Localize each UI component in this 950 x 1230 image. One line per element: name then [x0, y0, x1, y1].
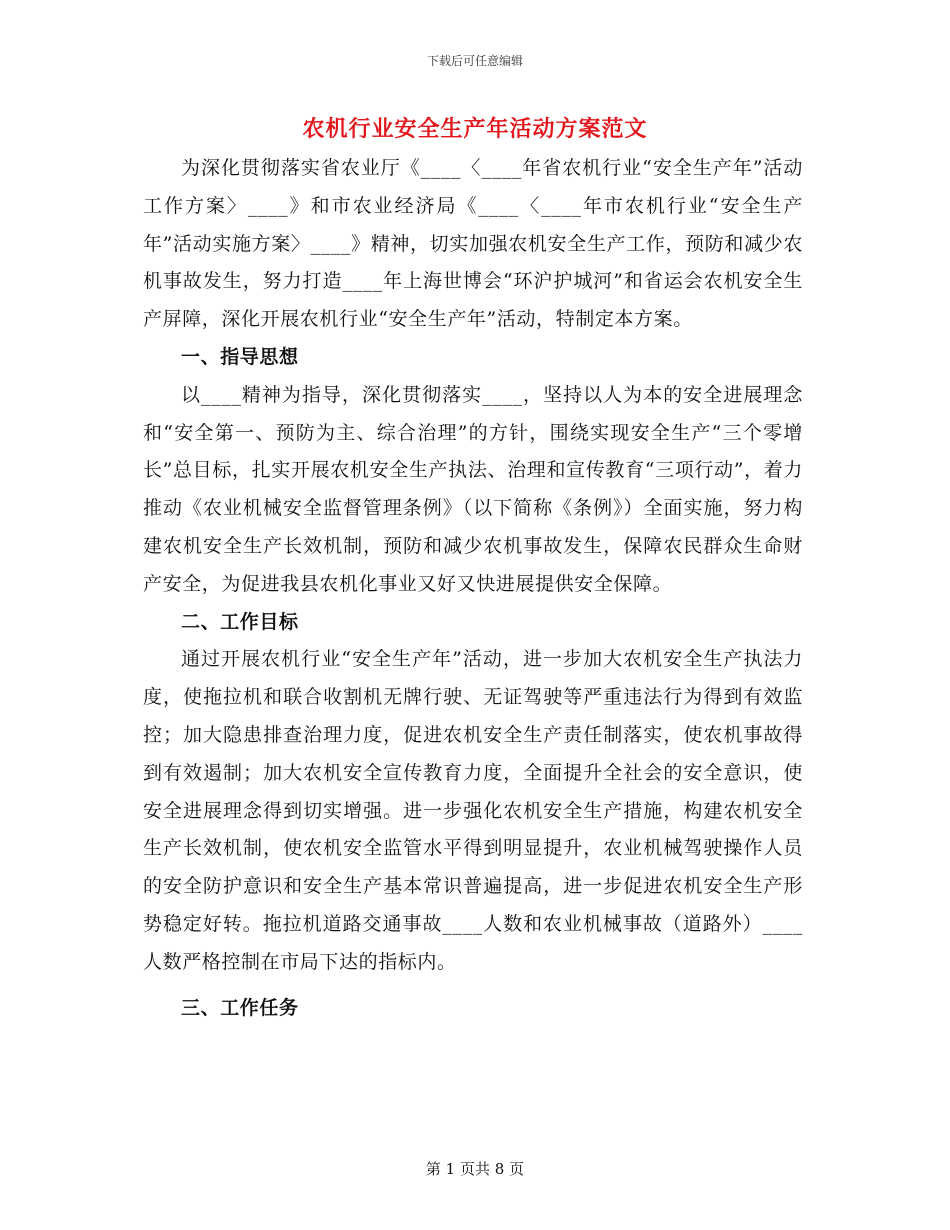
document-title: 农机行业安全生产年活动方案范文 — [302, 116, 648, 142]
document-body — [143, 150, 803, 1027]
section-heading-work-tasks: 三、工作任务 — [181, 996, 299, 1019]
section-heading-work-goals: 二、工作目标 — [181, 610, 299, 633]
section-heading-guiding-ideology: 一、指导思想 — [181, 345, 299, 368]
header-note: 下载后可任意编辑 — [426, 54, 523, 68]
section-paragraph-guiding-ideology: 以____精神为指导，深化贯彻落实____，坚持以人为本的安全进展理念和“安全第一、预防为主、综合治理”的方针，围绕实现安全生产“三个零增长”总目标，扎实开展农机安全生产执法、治理和宣传教育“三项行动”，着力推动《农业机械安全监督管理条例》（以下简称《条例》）全面实施，努力构建农机安全生产长效机制，预防和减少农机事故发生，保障农民群众生命财产安全，为促进我县农机化事业又好又快进展提供安全保障。 — [143, 383, 803, 595]
section-paragraph-work-goals: 通过开展农机行业“安全生产年”活动，进一步加大农机安全生产执法力度，使拖拉机和联合收割机无牌行驶、无证驾驶等严重违法行为得到有效监控；加大隐患排查治理力度，促进农机安全生产责任制落实，使农机事故得到有效遏制；加大农机安全宣传教育力度，全面提升全社会的安全意识，使安全进展理念得到切实增强。进一步强化农机安全生产措施，构建农机安全生产长效机制，使农机安全监管水平得到明显提升，农业机械驾驶操作人员的安全防护意识和安全生产基本常识普遍提高，进一步促进农机安全生产形势稳定好转。拖拉机道路交通事故____人数和农业机械事故（道路外）____人数严格控制在市局下达的指标内。 — [143, 648, 803, 973]
intro-paragraph: 为深化贯彻落实省农业厅《____〈____年省农机行业“安全生产年”活动工作方案〉____》和市农业经济局《____〈____年市农机行业“安全生产年”活动实施方案〉____》精神，切实加强农机安全生产工作，预防和减少农机事故发生，努力打造____年上海世博会“环沪护城河”和省运会农机安全生产屏障，深化开展农机行业“安全生产年”活动，特制定本方案。 — [143, 157, 803, 331]
page-number: 第 1 页共 8 页 — [425, 1160, 525, 1178]
